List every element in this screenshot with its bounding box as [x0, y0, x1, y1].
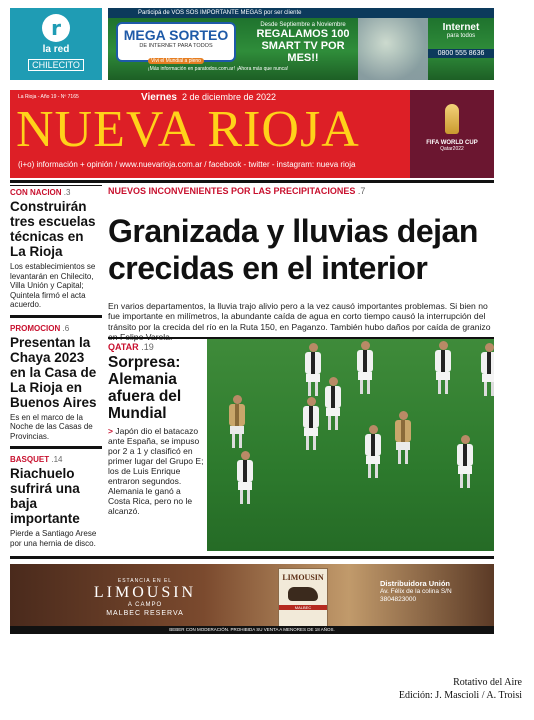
bottle-variety: MALBEC: [279, 605, 327, 610]
credits-line1: Rotativo del Aire: [453, 677, 522, 688]
player-figure: [237, 451, 253, 504]
left-column: [10, 185, 102, 555]
qatar-story[interactable]: [108, 342, 204, 516]
main-kicker: NUEVOS INCONVENIENTES POR LAS PRECIPITACIONES: [108, 186, 356, 196]
brief-headline: Riachuelo sufrirá una baja importante: [10, 466, 80, 526]
mega-tag: Vivi el Mundial a pleno: [148, 58, 204, 64]
distributor-info: [380, 580, 490, 604]
limousin-wine-ad[interactable]: [10, 564, 494, 634]
page-number: .3: [63, 188, 71, 197]
la-red-city: CHILECITO: [28, 59, 84, 71]
ad-strip-text: Participá de VOS SOS IMPORTANTE MEGAS por ser cliente: [108, 8, 494, 18]
main-body: En varios departamentos, la lluvia trajo alivio pero a la vez causó importantes problemas. Si bien no fue importante en milímetros, la abundante caída de agua en corto tiempo causó la interrupción del tránsito por la crecida del río en la Ruta 150, en Paganzo. También hubo daños por caída de granizo: [108, 301, 491, 332]
wc-title: FIFA WORLD CUP: [426, 140, 478, 146]
regal-small: Desde Septiembre a Noviembre: [260, 22, 346, 28]
brief-headline: Presentan la Chaya 2023 en la Casa de La Rioja en Buenos Aires: [10, 334, 97, 410]
mega-title: MEGA SORTEO: [123, 27, 229, 43]
issue-date-text: 2 de diciembre de 2022: [181, 92, 277, 102]
player-figure: [357, 341, 373, 394]
player-figure: [229, 395, 245, 448]
germany-team-photo[interactable]: [207, 339, 494, 551]
section-label: PROMOCION: [10, 323, 61, 333]
player-figure: [481, 343, 494, 396]
qatar-body: Japón dio el batacazo ante España, se impuso por 2 a 1 y clasificó en primer lugar del Grupo E; los de Luis Enrique entraron segundos. Alemania le ganó a Costa Rica, pero no le alcanzó.: [108, 426, 204, 516]
page-number: .6: [62, 323, 70, 333]
mega-sorteo-badge: [116, 22, 236, 62]
divider: [10, 315, 102, 318]
brand-variety: MALBEC RESERVA: [106, 610, 184, 617]
main-story[interactable]: [108, 185, 494, 343]
credits-line2: Edición: J. Mascioli / A. Troisi: [398, 690, 522, 701]
regalamos-text: [248, 22, 358, 64]
brief-basquet[interactable]: [10, 453, 102, 548]
qatar-headline: Sorpresa: Alemania afuera del Mundial: [108, 354, 182, 422]
credits: [0, 676, 522, 702]
ad-phone: 0800 555 8636: [428, 49, 494, 58]
internet-sub: para todos: [446, 33, 476, 39]
la-red-text: la red: [42, 44, 70, 55]
player-figure: [325, 377, 341, 430]
player-figure: [457, 435, 473, 488]
world-cup-badge: [410, 90, 494, 178]
dist-title: Distribuidora Unión: [380, 579, 450, 588]
divider: [10, 180, 494, 183]
player-figure: [305, 343, 321, 396]
section-label: CON NACION: [10, 188, 62, 197]
section-label: BASQUET: [10, 455, 50, 464]
ad-players-image: [358, 18, 428, 80]
front-page: [10, 8, 494, 636]
dist-address: Av. Félix de la colina S/N: [380, 588, 452, 595]
bottle-label: LIMOUSIN: [282, 573, 324, 582]
la-red-logo[interactable]: [10, 8, 102, 80]
masthead: [10, 90, 494, 178]
limousin-brand: [70, 578, 220, 617]
player-figure: [395, 411, 411, 464]
issue-day: Viernes: [141, 92, 177, 103]
main-headline: Granizada y lluvias dejan crecidas en el interior: [108, 213, 478, 286]
internet-para-todos-logo: [428, 22, 494, 58]
bull-icon: [288, 587, 318, 601]
dist-phone: 3804823000: [380, 596, 417, 603]
brand-small: ESTANCIA EN EL: [117, 578, 173, 584]
regal-big: REGALAMOS 100 SMART TV POR MES!!: [256, 28, 350, 64]
internet-title: Internet: [442, 22, 480, 33]
wc-sub: Qatar2022: [440, 146, 464, 152]
ad-bottom-line: ¡Más información en paratodos.com.ar! ¡Ahora más que nunca!: [148, 66, 289, 72]
page-number: .19: [141, 342, 154, 352]
divider: [10, 446, 102, 449]
issue-meta: La Rioja - Año 19 - Nº 7165: [18, 94, 79, 100]
page-number: .14: [51, 455, 63, 464]
brief-body: Los establecimientos se levantarán en Chilecito, Villa Unión y Capital; Quintela firmó el acta acuerdo.: [10, 262, 96, 309]
player-figure: [365, 425, 381, 478]
player-figure: [303, 397, 319, 450]
wine-label-image: [278, 568, 328, 628]
brief-escuelas[interactable]: [10, 185, 102, 318]
brief-chaya[interactable]: [10, 322, 102, 450]
trophy-icon: [445, 104, 459, 134]
brand-sub: A CAMPO: [127, 602, 163, 608]
page-number: .7: [357, 186, 366, 196]
divider: [10, 556, 494, 559]
mega-sorteo-ad[interactable]: [108, 8, 494, 80]
section-label: QATAR: [108, 342, 139, 352]
brief-body: Es en el marco de la Noche de las Casas de Provincias.: [10, 412, 93, 441]
player-figure: [435, 341, 451, 394]
arrow-icon: >: [108, 426, 113, 436]
legal-text: BEBER CON MODERACIÓN. PROHIBIDA SU VENTA A MENORES DE 18 AÑOS.: [10, 626, 494, 634]
radio-icon: r: [42, 14, 70, 42]
masthead-links[interactable]: (i+o) información + opinión / www.nuevarioja.com.ar / facebook - twitter - instagram: nueva rioja: [18, 160, 356, 169]
newspaper-name[interactable]: NUEVA RIOJA: [16, 101, 360, 158]
brand-name: LIMOUSIN: [93, 584, 197, 601]
mega-sub: DE INTERNET PARA TODOS: [139, 43, 213, 49]
brief-headline: Construirán tres escuelas técnicas en La Rioja: [10, 199, 96, 259]
brief-body: Pierde a Santiago Arese por una hernia de disco.: [10, 529, 97, 548]
